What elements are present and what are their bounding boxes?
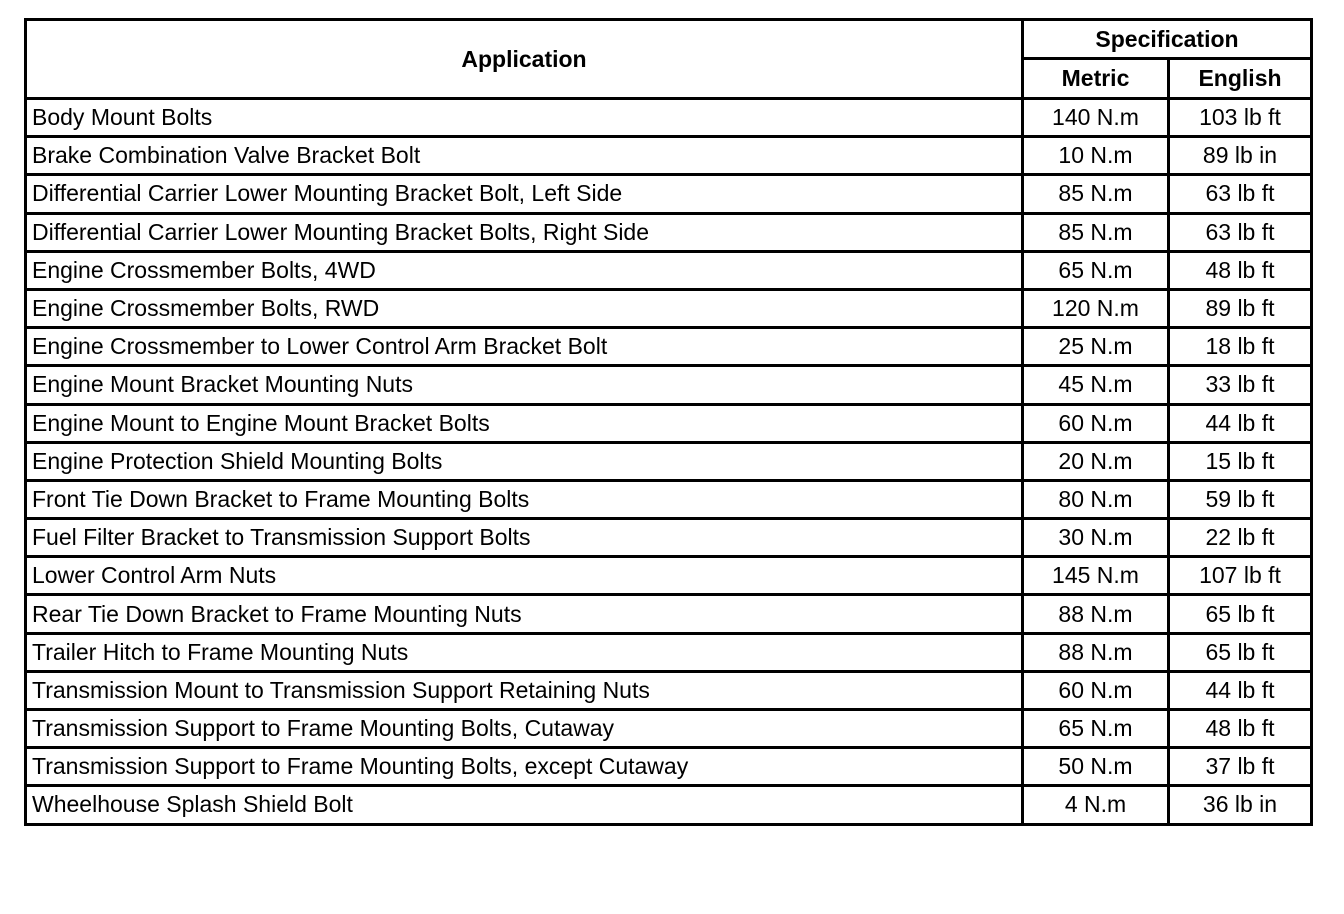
- table-row: [26, 595, 1312, 633]
- table-row: [26, 251, 1312, 289]
- table-row: [26, 137, 1312, 175]
- table-header: [26, 20, 1312, 99]
- application-cell: Fuel Filter Bracket to Transmission Support Bolts: [26, 519, 1023, 557]
- header-row-top: [26, 20, 1312, 59]
- metric-cell: 88 N.m: [1023, 595, 1169, 633]
- english-cell: 37 lb ft: [1169, 748, 1312, 786]
- metric-cell: 20 N.m: [1023, 442, 1169, 480]
- english-cell: 63 lb ft: [1169, 175, 1312, 213]
- table-row: [26, 748, 1312, 786]
- application-cell: Differential Carrier Lower Mounting Bracket Bolt, Left Side: [26, 175, 1023, 213]
- english-cell: 33 lb ft: [1169, 366, 1312, 404]
- english-cell: 107 lb ft: [1169, 557, 1312, 595]
- metric-cell: 120 N.m: [1023, 289, 1169, 327]
- english-cell: 59 lb ft: [1169, 480, 1312, 518]
- english-header: English: [1169, 59, 1312, 99]
- application-cell: Trailer Hitch to Frame Mounting Nuts: [26, 633, 1023, 671]
- metric-cell: 140 N.m: [1023, 99, 1169, 137]
- english-cell: 89 lb in: [1169, 137, 1312, 175]
- metric-cell: 45 N.m: [1023, 366, 1169, 404]
- table-row: [26, 213, 1312, 251]
- application-cell: Front Tie Down Bracket to Frame Mounting Bolts: [26, 480, 1023, 518]
- specification-header: Specification: [1023, 20, 1312, 59]
- table-row: [26, 175, 1312, 213]
- torque-spec-table: [24, 18, 1313, 826]
- metric-cell: 4 N.m: [1023, 786, 1169, 824]
- metric-header: Metric: [1023, 59, 1169, 99]
- application-cell: Transmission Support to Frame Mounting Bolts, Cutaway: [26, 710, 1023, 748]
- english-cell: 44 lb ft: [1169, 404, 1312, 442]
- table-row: [26, 404, 1312, 442]
- table-row: [26, 480, 1312, 518]
- english-cell: 63 lb ft: [1169, 213, 1312, 251]
- table-row: [26, 289, 1312, 327]
- metric-cell: 88 N.m: [1023, 633, 1169, 671]
- table-row: [26, 442, 1312, 480]
- english-cell: 48 lb ft: [1169, 710, 1312, 748]
- metric-cell: 85 N.m: [1023, 213, 1169, 251]
- application-cell: Engine Crossmember to Lower Control Arm Bracket Bolt: [26, 328, 1023, 366]
- metric-cell: 50 N.m: [1023, 748, 1169, 786]
- table-row: [26, 328, 1312, 366]
- english-cell: 22 lb ft: [1169, 519, 1312, 557]
- application-cell: Rear Tie Down Bracket to Frame Mounting Nuts: [26, 595, 1023, 633]
- application-cell: Engine Mount to Engine Mount Bracket Bolts: [26, 404, 1023, 442]
- application-cell: Brake Combination Valve Bracket Bolt: [26, 137, 1023, 175]
- metric-cell: 80 N.m: [1023, 480, 1169, 518]
- table-row: [26, 519, 1312, 557]
- table-body: [26, 99, 1312, 825]
- application-cell: Lower Control Arm Nuts: [26, 557, 1023, 595]
- application-cell: Body Mount Bolts: [26, 99, 1023, 137]
- english-cell: 18 lb ft: [1169, 328, 1312, 366]
- application-header: Application: [26, 20, 1023, 99]
- application-cell: Wheelhouse Splash Shield Bolt: [26, 786, 1023, 824]
- english-cell: 44 lb ft: [1169, 671, 1312, 709]
- table-row: [26, 633, 1312, 671]
- english-cell: 89 lb ft: [1169, 289, 1312, 327]
- table-row: [26, 557, 1312, 595]
- english-cell: 65 lb ft: [1169, 633, 1312, 671]
- english-cell: 103 lb ft: [1169, 99, 1312, 137]
- application-cell: Transmission Mount to Transmission Support Retaining Nuts: [26, 671, 1023, 709]
- metric-cell: 30 N.m: [1023, 519, 1169, 557]
- metric-cell: 65 N.m: [1023, 251, 1169, 289]
- metric-cell: 145 N.m: [1023, 557, 1169, 595]
- application-cell: Differential Carrier Lower Mounting Bracket Bolts, Right Side: [26, 213, 1023, 251]
- application-cell: Engine Mount Bracket Mounting Nuts: [26, 366, 1023, 404]
- table-row: [26, 671, 1312, 709]
- metric-cell: 10 N.m: [1023, 137, 1169, 175]
- metric-cell: 60 N.m: [1023, 404, 1169, 442]
- table-row: [26, 786, 1312, 824]
- table-row: [26, 99, 1312, 137]
- english-cell: 65 lb ft: [1169, 595, 1312, 633]
- english-cell: 36 lb in: [1169, 786, 1312, 824]
- application-cell: Engine Protection Shield Mounting Bolts: [26, 442, 1023, 480]
- metric-cell: 65 N.m: [1023, 710, 1169, 748]
- metric-cell: 85 N.m: [1023, 175, 1169, 213]
- metric-cell: 25 N.m: [1023, 328, 1169, 366]
- metric-cell: 60 N.m: [1023, 671, 1169, 709]
- english-cell: 48 lb ft: [1169, 251, 1312, 289]
- table-row: [26, 366, 1312, 404]
- english-cell: 15 lb ft: [1169, 442, 1312, 480]
- application-cell: Engine Crossmember Bolts, 4WD: [26, 251, 1023, 289]
- table-row: [26, 710, 1312, 748]
- application-cell: Engine Crossmember Bolts, RWD: [26, 289, 1023, 327]
- application-cell: Transmission Support to Frame Mounting Bolts, except Cutaway: [26, 748, 1023, 786]
